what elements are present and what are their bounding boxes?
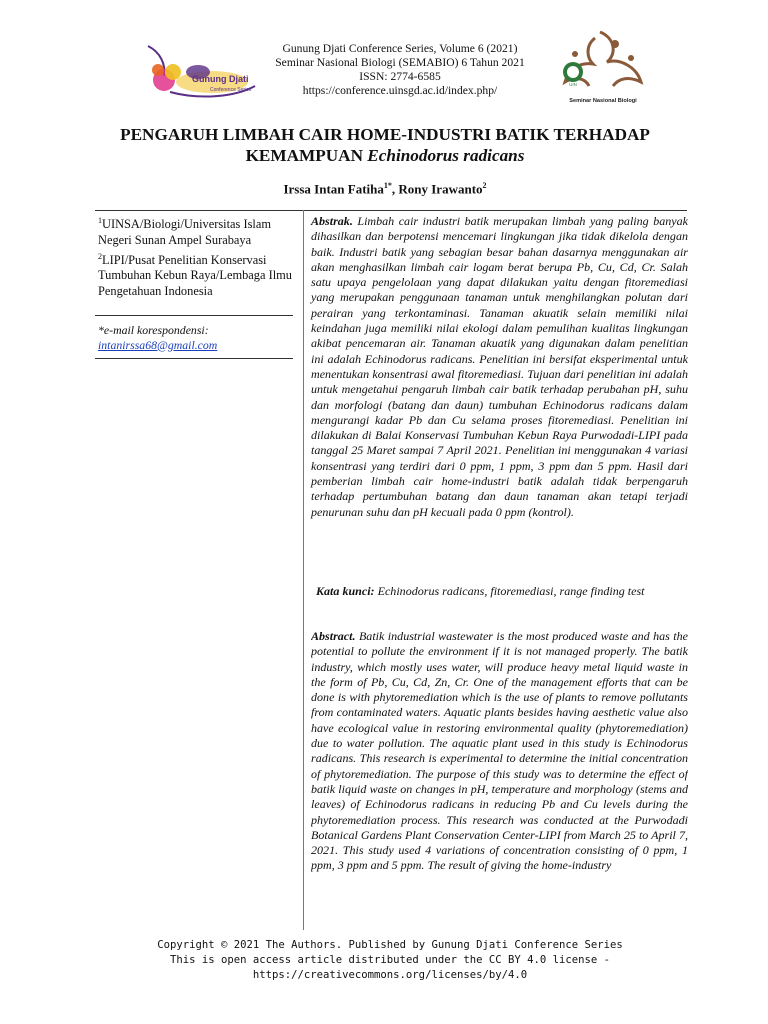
logo-subtext: Conference Series bbox=[210, 87, 252, 93]
affiliation-2-text: LIPI/Pusat Penelitian Konservasi Tumbuhan Kebun Raya/Lembaga Ilmu Pengetahuan Indonesia bbox=[98, 252, 292, 299]
affiliation-1-text: UINSA/Biologi/Universitas Islam Negeri Sunan Ampel Surabaya bbox=[98, 217, 271, 247]
conference-url[interactable]: https://conference.uinsgd.ac.id/index.php/ bbox=[302, 84, 498, 97]
journal-header bbox=[250, 42, 550, 98]
author-separator: , bbox=[391, 181, 399, 197]
paper-title bbox=[60, 124, 710, 166]
affiliation-2-sup: 2 bbox=[98, 251, 102, 261]
author-list bbox=[60, 181, 710, 197]
uin-badge: UIN bbox=[569, 82, 577, 87]
correspondence-label: *e-mail korespondensi: bbox=[98, 323, 209, 337]
abstract-text: Batik industrial wastewater is the most produced waste and has the potential to pollute the environment if it is not managed properly. The batik industry, which mostly uses water, will produce heavy metal liquid waste in the form of Pb, Cu, Cd, Zn, Cr. One of the management efforts that can be done is with phytoremediation which is the use of plants to remove pollutants from contaminated waters. Aquatic plants besides having aesthetic value also have ecological value in restoring environmental quality (phytoremediation) due to water pollution. The aquatic plant used in this study is Echinodorus radicans. This research is experimental to determine the initial concentration of phytoremediation. The purpose of this study was to determine the effect of batik liquid waste on changes in pH, temperature and morphology (stems and leaves) of Echinodorus radicans in reducing Pb and Cu levels during the phytoremediation process. This research was conducted at the Purwodadi Botanical Gardens Plant Conservation Center-LIPI from March 25 to April 7, 2021. This study used 4 variations of concentration consisting of 0 ppm, 1 ppm, 3 ppm and 5 ppm. The result of giving the home-industry bbox=[311, 629, 688, 873]
series-line: Gunung Djati Conference Series, Volume 6 (2021) bbox=[282, 42, 518, 55]
author-1: Irssa Intan Fatiha bbox=[283, 181, 384, 197]
copyright-line: Copyright © 2021 The Authors. Published by Gunung Djati Conference Series bbox=[157, 939, 623, 951]
issn-line: ISSN: 2774-6585 bbox=[359, 70, 441, 83]
kata-kunci-label: Kata kunci: bbox=[316, 584, 375, 598]
logo-caption: Seminar Nasional Biologi bbox=[569, 98, 637, 104]
copyright-footer bbox=[90, 938, 690, 983]
column-divider bbox=[303, 210, 304, 930]
abstract-paragraph bbox=[311, 629, 688, 921]
divider bbox=[95, 210, 687, 211]
seminar-line: Seminar Nasional Biologi (SEMABIO) 6 Tahun 2021 bbox=[275, 56, 525, 69]
correspondence-email[interactable]: intanirssa68@gmail.com bbox=[98, 337, 218, 352]
affiliation-2 bbox=[98, 249, 294, 300]
divider bbox=[95, 315, 293, 316]
logo-text: Gunung Djati bbox=[192, 74, 249, 84]
affiliation-1 bbox=[98, 213, 294, 249]
gunung-djati-logo bbox=[140, 42, 265, 104]
abstract-label: Abstract. bbox=[311, 629, 356, 643]
affiliation-1-sup: 1 bbox=[98, 216, 102, 225]
abstrak-paragraph bbox=[311, 214, 688, 520]
author-2-sup: 2 bbox=[482, 181, 487, 190]
license-url[interactable]: https://creativecommons.org/licenses/by/4.0 bbox=[252, 969, 528, 981]
abstrak-label: Abstrak. bbox=[311, 214, 353, 228]
semabio-logo bbox=[545, 28, 655, 108]
title-line-2 bbox=[60, 145, 710, 166]
author-1-sup: 1* bbox=[383, 181, 392, 190]
license-line: This is open access article distributed under the CC BY 4.0 license - bbox=[169, 954, 611, 966]
author-2: Rony Irawanto bbox=[398, 181, 483, 197]
title-line-2-plain: KEMAMPUAN bbox=[245, 146, 368, 165]
title-line-1: PENGARUH LIMBAH CAIR HOME-INDUSTRI BATIK TERHADAP bbox=[120, 125, 650, 144]
kata-kunci bbox=[316, 584, 688, 599]
kata-kunci-text: Echinodorus radicans, fitoremediasi, range finding test bbox=[374, 584, 645, 598]
divider bbox=[95, 358, 293, 359]
correspondence bbox=[98, 323, 294, 352]
affiliations bbox=[98, 213, 294, 300]
title-species: Echinodorus radicans bbox=[367, 146, 525, 165]
abstrak-text: Limbah cair industri batik merupakan limbah yang paling banyak dihasilkan dan berpotensi mencemari lingkungan jika tidak dikelola dengan baik. Industri batik yang sebagian besar bahan dasarnya menggunakan air akan menghasilkan limbah cair logam berat berupa Pb, Cu, Cd, Cr. Salah satu upaya pengelolaan yang dapat dilakukan yaitu dengan fitoremediasi yang merupakan penggunaan tanaman untuk menghilangkan polutan dari perairan yang terkontaminasi. Tanaman akuatik selain memiliki nilai keindahan juga memiliki nilai ekologi dalam pemulihan kualitas lingkungan akibat pencemaran air. Tanaman akuatik yang digunakan dalam penelitian ini adalah Echinodorus radicans. Penelitian ini bersifat eksperimental untuk menentukan konsentrasi awal fitoremediasi. Tujuan dari penelitian ini adalah untuk mengetahui pengaruh limbah cair batik terhadap perubahan pH, suhu dan morfologi (batang dan daun) tumbuhan Echinodorus radicans dalam mengurangi kadar Pb dan Cu selama proses fitoremediasi. Penelitian ini dilakukan di Balai Konservasi Tumbuhan Kebun Raya Purwodadi-LIPI pada tanggal 25 Maret sampai 7 April 2021. Penelitian ini menggunakan 4 variasi konsentrasi yang terdiri dari 0 ppm, 1 ppm, 3 ppm dan 5 ppm. Hasil dari pemberian limbah cair home-industri batik adalah tidak berpengaruh terhadap pertumbuhan batang dan daun tanaman akan tetapi terjadi penurunan suhu dan pH kecuali pada 0 ppm (kontrol). bbox=[311, 214, 688, 519]
